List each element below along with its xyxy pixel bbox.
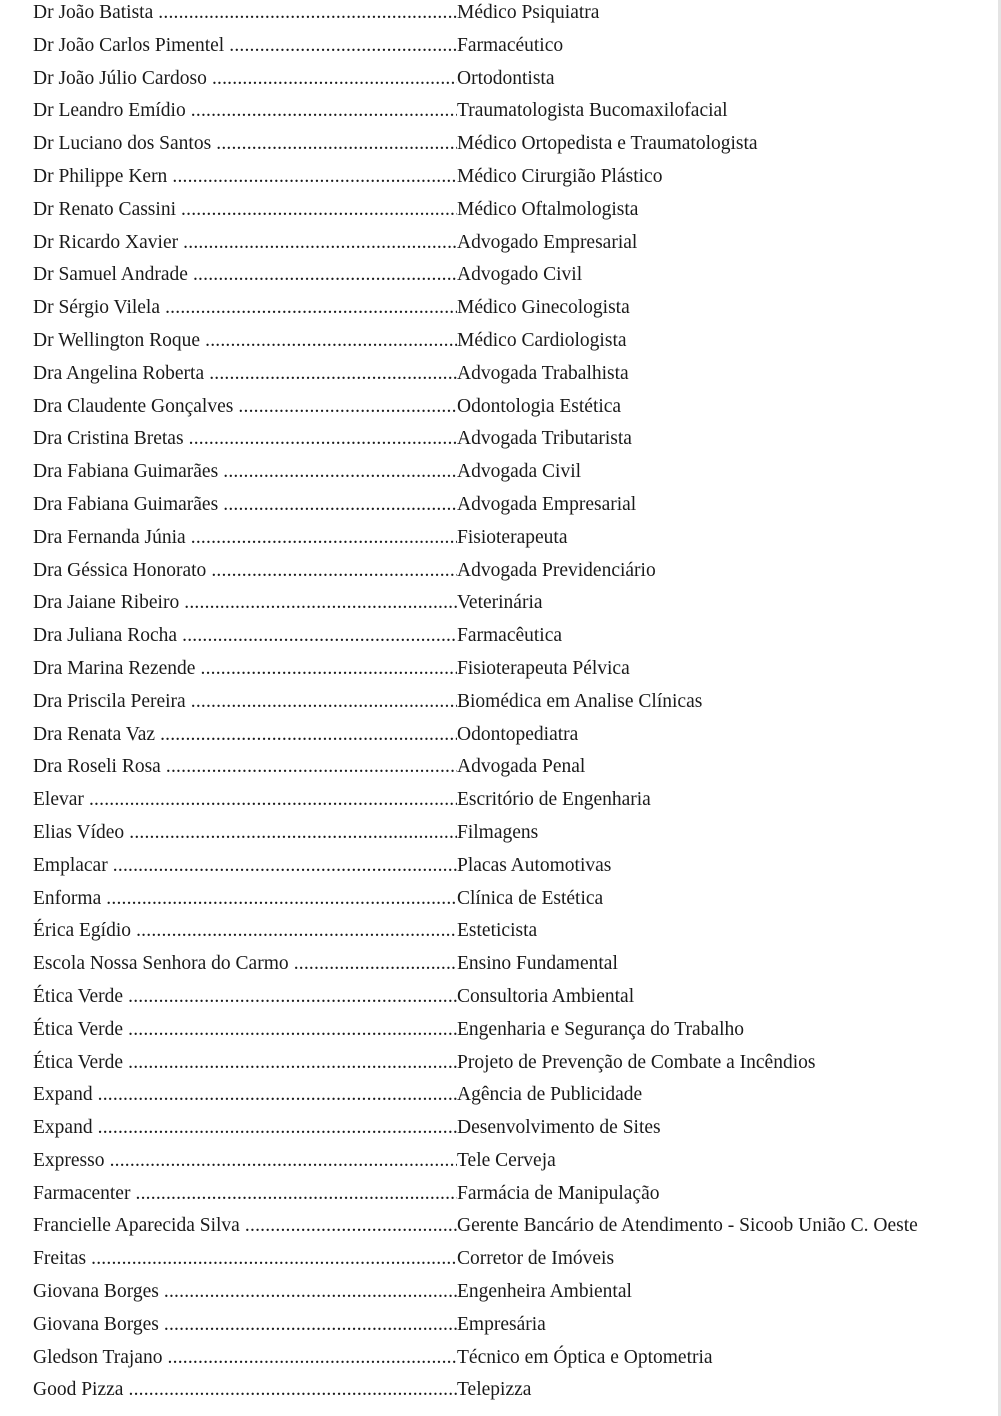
directory-entry <box>33 850 993 883</box>
entry-role: Clínica de Estética <box>457 887 604 909</box>
entry-name: Dra Géssica Honorato ..... <box>33 555 457 588</box>
directory-entry <box>33 948 993 981</box>
entry-name: Dr João Batista ..... <box>33 0 457 30</box>
directory-entry <box>33 1079 993 1112</box>
entry-role: Advogada Previdenciário <box>457 559 656 581</box>
directory-entry <box>33 0 993 30</box>
entry-role: Ortodontista <box>457 67 555 89</box>
entry-role: Traumatologista Bucomaxilofacial <box>457 100 728 122</box>
entry-role: Telepizza <box>457 1379 532 1401</box>
directory-entry <box>33 30 993 63</box>
entry-role: Ensino Fundamental <box>457 953 618 975</box>
entry-name: Dra Roseli Rosa ..... <box>33 751 457 784</box>
directory-entry <box>33 915 993 948</box>
entry-role: Advogado Empresarial <box>457 231 638 253</box>
directory-entry <box>33 1014 993 1047</box>
directory-entry <box>33 161 993 194</box>
entry-name: Giovana Borges ..... <box>33 1276 457 1309</box>
entry-name: Farmacenter ..... <box>33 1178 457 1211</box>
entry-name: Dra Angelina Roberta ..... <box>33 358 457 391</box>
entry-role: Médico Cardiologista <box>457 329 627 351</box>
directory-entry <box>33 423 993 456</box>
entry-role: Farmacêutica <box>457 625 563 647</box>
directory-entry <box>33 1047 993 1080</box>
directory-entry <box>33 194 993 227</box>
entry-role: Tele Cerveja <box>457 1149 556 1171</box>
directory-entry <box>33 227 993 260</box>
entry-role: Advogado Civil <box>457 264 583 286</box>
entry-role: Corretor de Imóveis <box>457 1248 615 1270</box>
directory-entry <box>33 751 993 784</box>
entry-name: Dra Fabiana Guimarães ..... <box>33 456 457 489</box>
directory-entry <box>33 1145 993 1178</box>
entry-name: Freitas ..... <box>33 1243 457 1276</box>
entry-role: Filmagens <box>457 821 539 843</box>
entry-role: Farmácia de Manipulação <box>457 1182 660 1204</box>
entry-name: Emplacar ..... <box>33 850 457 883</box>
directory-entry <box>33 817 993 850</box>
directory-entry <box>33 95 993 128</box>
entry-name: Escola Nossa Senhora do Carmo ..... <box>33 948 457 981</box>
entry-name: Dr Philippe Kern ..... <box>33 161 457 194</box>
directory-entry <box>33 981 993 1014</box>
entry-role: Gerente Bancário de Atendimento - Sicoob União C. Oeste <box>457 1215 918 1237</box>
directory-entry <box>33 686 993 719</box>
entry-name: Gledson Trajano ..... <box>33 1342 457 1375</box>
directory-entry <box>33 784 993 817</box>
entry-role: Agência de Publicidade <box>457 1084 643 1106</box>
entry-role: Projeto de Prevenção de Combate a Incêndios <box>457 1051 816 1073</box>
entry-name: Elevar ..... <box>33 784 457 817</box>
entry-role: Médico Ginecologista <box>457 297 630 319</box>
directory-entry <box>33 1342 993 1375</box>
entry-name: Dr Wellington Roque ..... <box>33 325 457 358</box>
directory-entry <box>33 292 993 325</box>
entry-role: Médico Ortopedista e Traumatologista <box>457 133 758 155</box>
directory-entry <box>33 1178 993 1211</box>
entry-role: Empresária <box>457 1313 546 1335</box>
entry-name: Expand ..... <box>33 1079 457 1112</box>
directory-entry <box>33 1276 993 1309</box>
directory-entry <box>33 1243 993 1276</box>
entry-name: Érica Egídio ..... <box>33 915 457 948</box>
entry-name: Dra Priscila Pereira ..... <box>33 686 457 719</box>
entry-name: Expresso ..... <box>33 1145 457 1178</box>
entry-name: Dr Luciano dos Santos ..... <box>33 128 457 161</box>
directory-entry <box>33 1374 993 1407</box>
entry-role: Odontopediatra <box>457 723 579 745</box>
entry-name: Dr Samuel Andrade ..... <box>33 259 457 292</box>
entry-name: Dr João Júlio Cardoso ..... <box>33 63 457 96</box>
entry-name: Dr Ricardo Xavier ..... <box>33 227 457 260</box>
entry-role: Engenharia e Segurança do Trabalho <box>457 1018 744 1040</box>
entry-role: Desenvolvimento de Sites <box>457 1117 661 1139</box>
entry-role: Veterinária <box>457 592 543 614</box>
directory-entry <box>33 63 993 96</box>
entry-role: Advogada Penal <box>457 756 586 778</box>
entry-name: Enforma ..... <box>33 883 457 916</box>
entry-name: Dra Claudente Gonçalves ..... <box>33 391 457 424</box>
directory-entry <box>33 391 993 424</box>
entry-role: Advogada Empresarial <box>457 493 637 515</box>
entry-role: Advogada Civil <box>457 461 582 483</box>
entry-name: Dr Leandro Emídio ..... <box>33 95 457 128</box>
entry-name: Dr Sérgio Vilela ..... <box>33 292 457 325</box>
directory-list <box>33 0 993 1407</box>
directory-entry <box>33 358 993 391</box>
entry-name: Elias Vídeo ..... <box>33 817 457 850</box>
entry-name: Dra Fabiana Guimarães ..... <box>33 489 457 522</box>
entry-name: Ética Verde ..... <box>33 1047 457 1080</box>
entry-name: Francielle Aparecida Silva ..... <box>33 1210 457 1243</box>
entry-role: Advogada Tributarista <box>457 428 632 450</box>
directory-entry <box>33 587 993 620</box>
entry-role: Escritório de Engenharia <box>457 789 651 811</box>
directory-entry <box>33 620 993 653</box>
entry-role: Esteticista <box>457 920 538 942</box>
entry-name: Dr Renato Cassini ..... <box>33 194 457 227</box>
directory-entry <box>33 259 993 292</box>
entry-role: Técnico em Óptica e Optometria <box>457 1346 713 1368</box>
directory-entry <box>33 128 993 161</box>
entry-name: Dra Juliana Rocha ..... <box>33 620 457 653</box>
directory-entry <box>33 522 993 555</box>
entry-name: Dr João Carlos Pimentel ..... <box>33 30 457 63</box>
entry-name: Dra Fernanda Júnia ..... <box>33 522 457 555</box>
directory-entry <box>33 555 993 588</box>
entry-name: Good Pizza ..... <box>33 1374 457 1407</box>
directory-entry <box>33 456 993 489</box>
entry-role: Médico Psiquiatra <box>457 2 600 23</box>
directory-entry <box>33 325 993 358</box>
directory-entry <box>33 489 993 522</box>
entry-role: Placas Automotivas <box>457 854 612 876</box>
directory-entry <box>33 653 993 686</box>
entry-name: Ética Verde ..... <box>33 1014 457 1047</box>
entry-role: Odontologia Estética <box>457 395 622 417</box>
directory-entry <box>33 1112 993 1145</box>
directory-entry <box>33 1210 993 1243</box>
directory-entry <box>33 1309 993 1342</box>
entry-name: Dra Marina Rezende ..... <box>33 653 457 686</box>
entry-name: Dra Renata Vaz ..... <box>33 719 457 752</box>
entry-role: Fisioterapeuta <box>457 526 568 548</box>
directory-entry <box>33 883 993 916</box>
entry-name: Expand ..... <box>33 1112 457 1145</box>
entry-role: Engenheira Ambiental <box>457 1281 632 1303</box>
entry-role: Advogada Trabalhista <box>457 362 629 384</box>
entry-name: Dra Jaiane Ribeiro ..... <box>33 587 457 620</box>
directory-entry <box>33 719 993 752</box>
entry-name: Dra Cristina Bretas ..... <box>33 423 457 456</box>
entry-role: Farmacéutico <box>457 34 564 56</box>
entry-role: Médico Oftalmologista <box>457 198 639 220</box>
entry-role: Médico Cirurgião Plástico <box>457 165 663 187</box>
entry-name: Giovana Borges ..... <box>33 1309 457 1342</box>
entry-name: Ética Verde ..... <box>33 981 457 1014</box>
entry-role: Consultoria Ambiental <box>457 985 635 1007</box>
entry-role: Fisioterapeuta Pélvica <box>457 657 630 679</box>
entry-role: Biomédica em Analise Clínicas <box>457 690 703 712</box>
